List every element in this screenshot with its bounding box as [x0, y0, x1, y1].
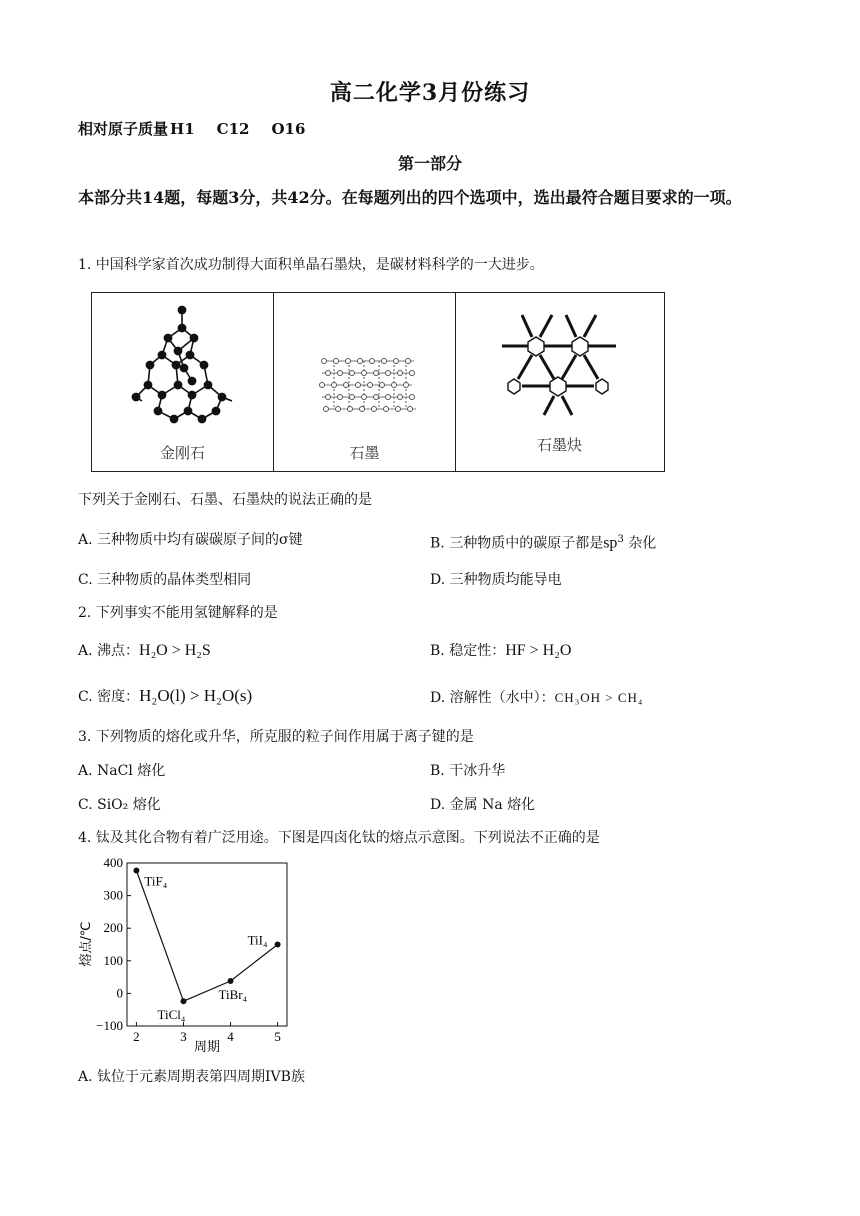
y-tick-label: 100: [103, 952, 123, 968]
data-point-label: TiI₄: [247, 932, 268, 948]
data-point-label: TiF₄: [144, 873, 168, 889]
q2-option-d-label: D. 溶解性（水中）：: [430, 690, 555, 706]
q1-stem: 1. 中国科学家首次成功制得大面积单晶石墨炔，是碳材料科学的一大进步。: [78, 257, 544, 273]
x-tick-label: 2: [133, 1029, 140, 1044]
q1-option-b-suffix: 杂化: [628, 535, 657, 552]
graphite-panel: [273, 293, 455, 471]
atomic-mass-c: C12: [216, 120, 250, 138]
graphite-structure-image: [274, 293, 454, 433]
q2-option-b-formula: HF > H₂O: [505, 642, 572, 659]
chart-points: [133, 867, 280, 1022]
diamond-caption: 金刚石: [159, 444, 205, 462]
y-tick-label: 300: [103, 887, 123, 903]
chart-y-axis: [96, 855, 131, 1033]
graphite-caption: 石墨: [349, 444, 380, 462]
q2-option-a-formula: H₂O > H₂S: [139, 642, 211, 659]
q2-option-c: [78, 686, 252, 707]
y-tick-label: −100: [96, 1018, 123, 1033]
q2-option-a-label: A. 沸点：: [78, 643, 140, 659]
q1-option-d: D. 三种物质均能导电: [430, 572, 562, 588]
data-point: [133, 867, 139, 873]
diamond-panel: [92, 293, 273, 471]
q2-option-c-label: C. 密度：: [78, 689, 140, 705]
atomic-mass-line: [78, 118, 327, 139]
q1-option-c: C. 三种物质的晶体类型相同: [78, 572, 252, 588]
q1-option-b-hybrid: sp: [603, 534, 618, 552]
q2-stem: 2. 下列事实不能用氢键解释的是: [78, 605, 278, 621]
q2-option-b: [430, 641, 571, 661]
graphyne-caption: 石墨炔: [536, 436, 582, 454]
q3-option-b: B. 干冰升华: [430, 763, 506, 779]
atomic-mass-o: O16: [271, 120, 306, 138]
x-tick-label: 3: [180, 1029, 187, 1044]
q3-option-a: A. NaCl 熔化: [78, 763, 166, 779]
diamond-structure-image: [92, 293, 271, 433]
q2-option-d: [430, 688, 643, 708]
data-point: [275, 942, 281, 948]
data-point: [228, 978, 234, 984]
atomic-mass-label: 相对原子质量: [78, 120, 169, 138]
y-tick-label: 200: [103, 920, 123, 936]
y-tick-label: 400: [103, 855, 123, 870]
q1-option-b: [430, 530, 656, 554]
q1-option-a: A. 三种物质中均有碳碳原子间的σ键: [78, 532, 303, 548]
q1-option-b-prefix: B. 三种物质中的碳原子都是: [430, 535, 604, 552]
section-heading: 第一部分: [397, 154, 462, 173]
chart-x-label: 周期: [193, 1040, 221, 1055]
q3-stem: 3. 下列物质的熔化或升华，所克服的粒子间作用属于离子键的是: [78, 729, 474, 745]
atomic-mass-h: H1: [170, 120, 195, 138]
x-tick-label: 5: [274, 1029, 281, 1044]
melting-point-chart: [72, 852, 302, 1057]
x-tick-label: 4: [227, 1029, 234, 1044]
q1-question: 下列关于金刚石、石墨、石墨炔的说法正确的是: [78, 492, 372, 508]
data-point-label: TiBr₄: [218, 987, 248, 1003]
q2-option-d-formula: CH₃OH > CH₄: [554, 690, 644, 705]
q1-option-b-sup: 3: [617, 534, 624, 545]
chart-y-label: 熔点/℃: [79, 921, 94, 967]
section-instructions: 本部分共14题，每题3分，共42分。在每题列出的四个选项中，选出最符合题目要求的一项。: [78, 188, 742, 207]
y-tick-label: 0: [116, 985, 123, 1001]
data-point: [180, 998, 186, 1004]
data-point-label: TiCl₄: [157, 1007, 186, 1023]
q4-option-a: A. 钛位于元素周期表第四周期IVB族: [78, 1069, 305, 1085]
q2-option-b-label: B. 稳定性：: [430, 643, 506, 659]
graphyne-structure-image: [456, 293, 662, 433]
graphyne-panel: [455, 293, 663, 471]
page-title: 高二化学3月份练习: [329, 80, 531, 106]
q1-figure: [91, 292, 665, 472]
q4-stem: 4. 钛及其化合物有着广泛用途。下图是四卤化钛的熔点示意图。下列说法不正确的是: [78, 830, 600, 846]
q3-option-c: C. SiO₂ 熔化: [78, 797, 161, 813]
q3-option-d: D. 金属 Na 熔化: [430, 797, 536, 813]
q2-option-a: [78, 641, 211, 661]
q2-option-c-formula: H₂O(l) > H₂O(s): [139, 686, 253, 705]
